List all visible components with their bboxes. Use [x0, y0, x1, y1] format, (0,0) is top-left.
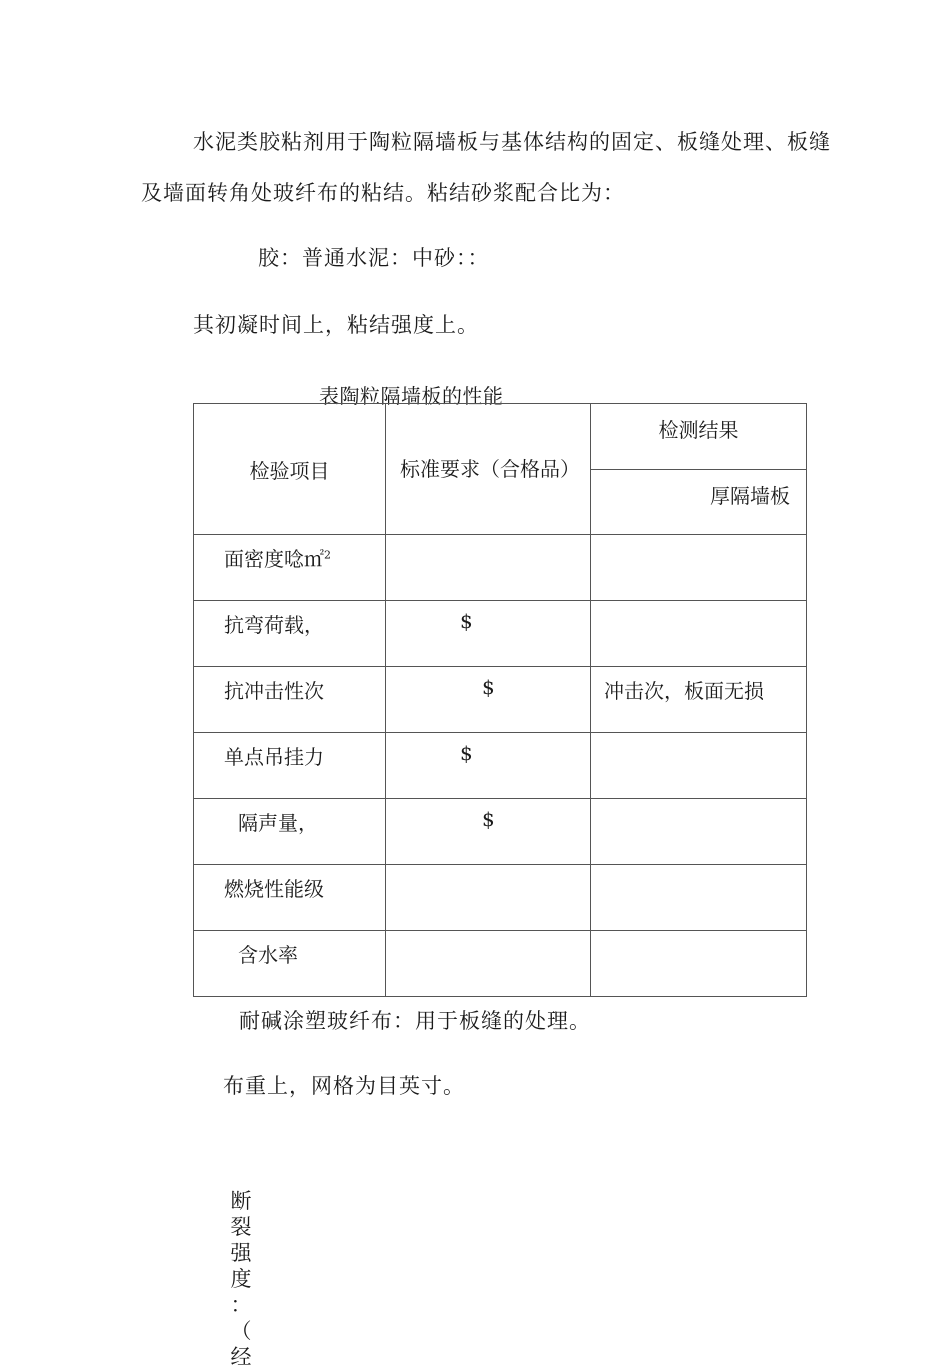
row-item-cell: 抗弯荷载， — [194, 601, 386, 667]
row-item-cell: 燃烧性能级 — [194, 865, 386, 931]
table-row — [194, 601, 807, 667]
row-standard-cell: $ — [386, 733, 591, 799]
paragraph-cement-adhesive: 水泥类胶粘剂用于陶粒隔墙板与基体结构的固定、板缝处理、板缝 — [193, 130, 831, 154]
row-standard-cell: $ — [386, 601, 591, 667]
row-result-cell — [591, 931, 807, 997]
table-caption: 表陶粒隔墙板的性能 — [319, 384, 504, 408]
row-standard-cell — [386, 931, 591, 997]
row-result-cell — [591, 601, 807, 667]
table-row — [194, 733, 807, 799]
header-result: 检测结果 — [591, 404, 807, 470]
vertical-char: 经 — [230, 1345, 252, 1369]
row-item-cell: 含水率 — [194, 931, 386, 997]
row-result-cell — [591, 535, 807, 601]
row-result-cell — [591, 799, 807, 865]
vertical-char: 强 — [230, 1241, 252, 1265]
vertical-text-breaking-strength — [229, 1188, 253, 1370]
paragraph-fiberglass-mesh: 耐碱涂塑玻纤布：用于板缝的处理。 — [239, 1009, 591, 1033]
row-result-cell — [591, 733, 807, 799]
vertical-char: ： — [230, 1293, 252, 1317]
table-row — [194, 931, 807, 997]
row-item-cell: 单点吊挂力 — [194, 733, 386, 799]
vertical-char: 裂 — [230, 1215, 252, 1239]
row-item-cell: 隔声量， — [194, 799, 386, 865]
performance-table — [193, 403, 807, 997]
row-result-cell — [591, 865, 807, 931]
vertical-char: （ — [230, 1319, 252, 1343]
row-item-cell: 抗冲击性次 — [194, 667, 386, 733]
row-standard-cell — [386, 865, 591, 931]
paragraph-mesh-weight: 布重上，网格为目英寸。 — [223, 1074, 465, 1098]
paragraph-mix-formula: 胶：普通水泥：中砂：： — [258, 246, 490, 270]
row-standard-cell — [386, 535, 591, 601]
table-row — [194, 535, 807, 601]
table-row — [194, 865, 807, 931]
table-row — [194, 799, 807, 865]
table-header-row — [194, 404, 807, 470]
table-row — [194, 667, 807, 733]
paragraph-mortar-ratio: 及墙面转角处玻纤布的粘结。粘结砂浆配合比为： — [141, 181, 625, 205]
vertical-char: 度 — [230, 1267, 252, 1291]
row-result-cell: 冲击次，板面无损 — [591, 667, 807, 733]
paragraph-setting-time: 其初凝时间上，粘结强度上。 — [193, 313, 479, 337]
header-result-sub: 厚隔墙板 — [591, 470, 807, 535]
header-standard: 标准要求（合格品） — [386, 404, 591, 535]
row-item-cell: 面密度唸㎡$^2$ — [194, 535, 386, 601]
header-item: 检验项目 — [194, 404, 386, 535]
vertical-char: 断 — [230, 1189, 252, 1213]
row-standard-cell: $ — [386, 667, 591, 733]
row-standard-cell: $ — [386, 799, 591, 865]
